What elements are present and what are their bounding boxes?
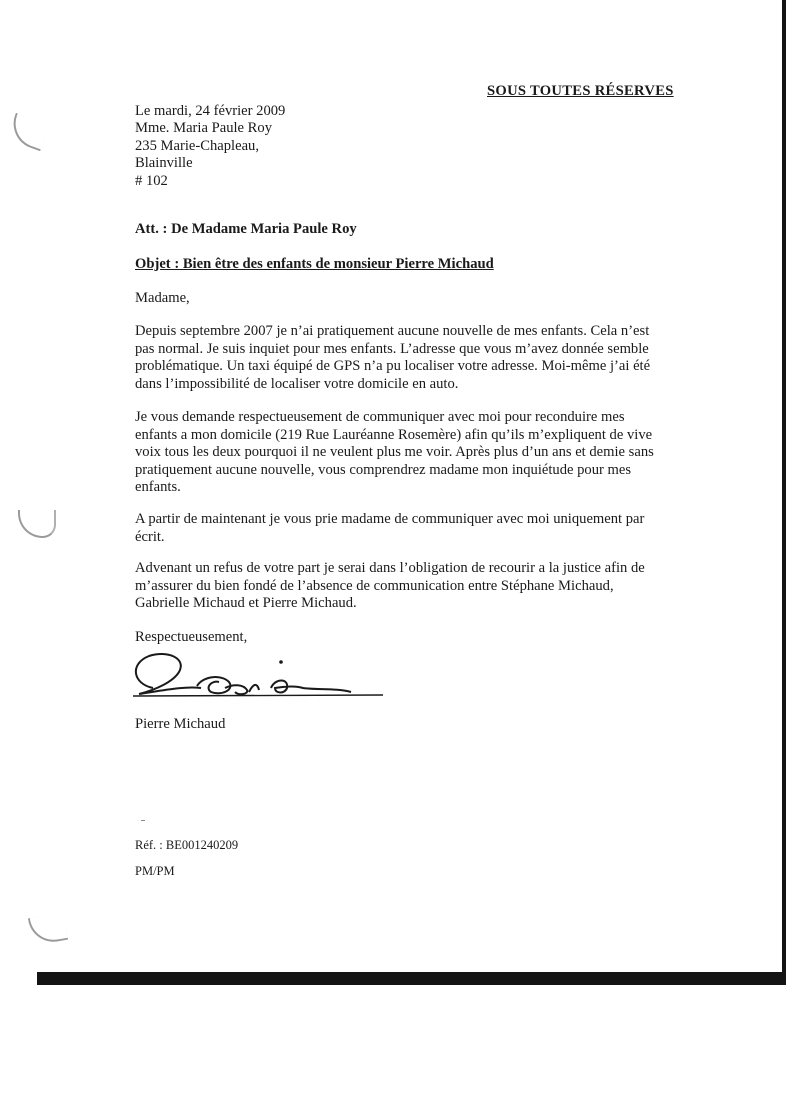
- recipient-address: [135, 103, 285, 190]
- paragraph-line: problématique. Un taxi équipé de GPS n’a pu localiser votre adresse. Moi-même j’ai été: [135, 358, 651, 375]
- body-paragraph: [135, 409, 665, 497]
- scan-bottom-border: [37, 972, 786, 985]
- paragraph-line: enfants.: [135, 479, 181, 496]
- scan-right-border: [782, 0, 786, 985]
- author-initials: PM/PM: [135, 864, 175, 878]
- paragraph-line: Depuis septembre 2007 je n’ai pratiquement aucune nouvelle de mes enfants. Cela n’est: [135, 323, 650, 339]
- punch-hole-mark: [6, 113, 49, 152]
- punch-hole-mark: [18, 510, 56, 538]
- subject-line: Objet : Bien être des enfants de monsieur Pierre Michaud: [135, 256, 494, 272]
- recipient-unit: # 102: [135, 172, 168, 189]
- body-paragraph: [135, 560, 665, 613]
- letter-date: Le mardi, 24 février 2009: [135, 103, 286, 119]
- recipient-city: Blainville: [135, 155, 193, 172]
- signer-name: Pierre Michaud: [135, 716, 226, 732]
- stray-mark: [141, 820, 145, 821]
- paragraph-line: Je vous demande respectueusement de communiquer avec moi pour reconduire mes: [135, 409, 625, 425]
- paragraph-line: pratiquement aucune nouvelle, vous comprendrez madame mon inquiétude pour mes: [135, 461, 632, 478]
- handwritten-signature: [125, 648, 385, 704]
- paragraph-line: enfants a mon domicile (219 Rue Lauréanne Rosemère) afin qu’ils m’expliquent de vive: [135, 426, 653, 443]
- salutation: Madame,: [135, 290, 190, 306]
- reserve-heading: SOUS TOUTES RÉSERVES: [487, 83, 674, 99]
- paragraph-line: A partir de maintenant je vous prie madame de communiquer avec moi uniquement par: [135, 511, 645, 527]
- paragraph-line: pas normal. Je suis inquiet pour mes enfants. L’adresse que vous m’avez donnée semble: [135, 340, 649, 357]
- punch-hole-mark: [28, 912, 68, 946]
- attention-line: Att. : De Madame Maria Paule Roy: [135, 221, 357, 237]
- paragraph-line: Advenant un refus de votre part je serai dans l’obligation de recourir a la justice afin de: [135, 560, 645, 576]
- paragraph-line: écrit.: [135, 528, 165, 545]
- paragraph-line: Gabrielle Michaud et Pierre Michaud.: [135, 595, 357, 612]
- paragraph-line: voix tous les deux pourquoi il ne veulent plus me voir. Après plus d’un ans et demie sans: [135, 444, 654, 461]
- body-paragraph: [135, 511, 665, 546]
- paragraph-line: m’assurer du bien fondé de l’absence de communication entre Stéphane Michaud,: [135, 577, 614, 594]
- recipient-street: 235 Marie-Chapleau,: [135, 137, 260, 154]
- recipient-name: Mme. Maria Paule Roy: [135, 120, 272, 137]
- closing-line: Respectueusement,: [135, 629, 248, 645]
- reference-number: Réf. : BE001240209: [135, 838, 239, 852]
- paragraph-line: dans l’impossibilité de localiser votre domicile en auto.: [135, 375, 459, 392]
- body-paragraph: [135, 323, 665, 393]
